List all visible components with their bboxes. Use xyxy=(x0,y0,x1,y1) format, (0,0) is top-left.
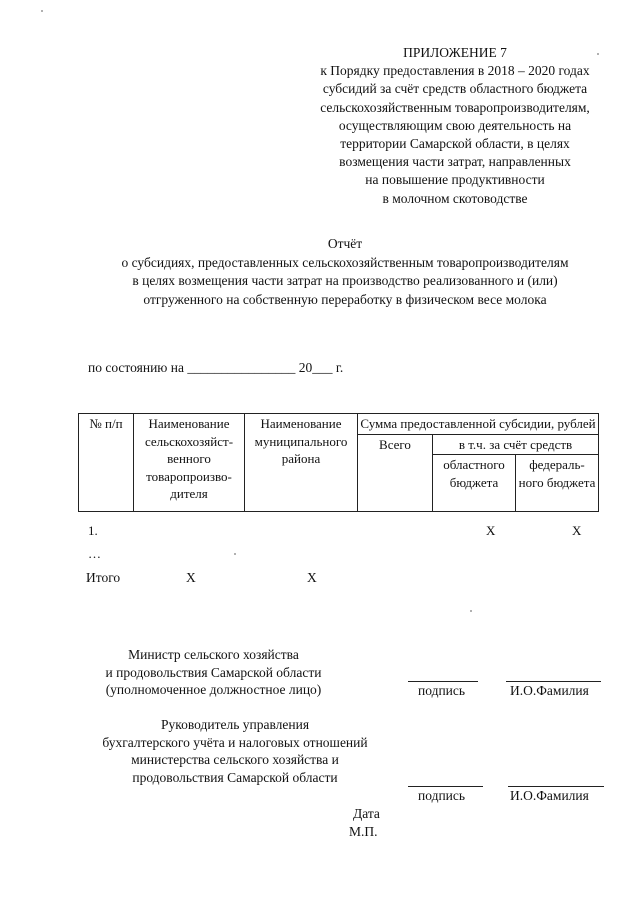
head-name-label: И.О.Фамилия xyxy=(510,788,589,803)
minister-signature-label: подпись xyxy=(418,683,466,698)
report-title-block xyxy=(60,235,630,309)
as-of-year: 20___ г. xyxy=(298,360,344,375)
as-of-date xyxy=(88,360,343,376)
head-signature-label: подпись xyxy=(418,788,466,803)
head-line: Руководитель управления xyxy=(160,717,310,732)
row1-regional: Х xyxy=(486,523,496,538)
scan-speck xyxy=(41,10,43,12)
minister-name-label: И.О.Фамилия xyxy=(510,683,589,698)
scan-speck xyxy=(470,610,472,612)
appendix-line: к Порядку предоставления в 2018 – 2020 годах xyxy=(320,63,590,79)
row1-num: 1. xyxy=(88,523,98,538)
row1-federal: Х xyxy=(572,523,582,538)
scan-speck xyxy=(234,553,236,555)
row-dots: … xyxy=(88,546,101,561)
date-label: Дата xyxy=(353,806,380,821)
appendix-title: ПРИЛОЖЕНИЕ 7 xyxy=(403,45,507,60)
minister-line: Министр сельского хозяйства xyxy=(128,647,299,662)
minister-name-line xyxy=(506,681,601,682)
header-producer: Наименование сельскохозяйст-венного товаропроизво-дителя xyxy=(134,414,245,512)
header-sum: Сумма предоставленной субсидии, рублей xyxy=(358,414,599,435)
header-incl: в т.ч. за счёт средств xyxy=(433,434,599,455)
appendix-line: территории Самарской области, в целях xyxy=(340,136,570,152)
minister-line: и продовольствия Самарской области xyxy=(105,664,322,680)
minister-block xyxy=(86,646,341,699)
appendix-line: на повышение продуктивности xyxy=(365,172,545,188)
minister-line: (уполномоченное должностное лицо) xyxy=(105,682,322,697)
appendix-line: в молочном скотоводстве xyxy=(382,190,528,206)
header-total: Всего xyxy=(358,434,433,512)
head-signature-line xyxy=(408,786,483,787)
head-line: бухгалтерского учёта и налоговых отношений xyxy=(102,734,368,750)
head-name-line xyxy=(508,786,604,787)
head-line: продовольствия Самарской области xyxy=(132,769,338,785)
report-subtitle-line: о субсидиях, предоставленных сельскохозяйственным товаропроизводителям xyxy=(121,254,569,270)
header-federal: федераль-ного бюджета xyxy=(516,455,599,512)
report-subtitle-line: отгруженного на собственную переработку в физическом весе молока xyxy=(143,291,547,307)
as-of-blank: ________________ xyxy=(187,360,296,375)
appendix-line: субсидий за счёт средств областного бюджета xyxy=(322,81,588,97)
total-municipality: Х xyxy=(307,570,317,585)
scan-speck xyxy=(597,53,599,55)
appendix-line: возмещения части затрат, направленных xyxy=(339,154,571,170)
report-subtitle-line: в целях возмещения части затрат на производство реализованного и (или) xyxy=(132,273,558,288)
head-block xyxy=(84,716,386,786)
report-table xyxy=(78,413,599,512)
total-producer: Х xyxy=(186,570,196,585)
header-num: № п/п xyxy=(79,414,134,512)
total-label: Итого xyxy=(86,570,121,585)
seal-label: М.П. xyxy=(349,824,378,839)
header-municipality: Наименование муниципального района xyxy=(245,414,358,512)
header-regional: областного бюджета xyxy=(433,455,516,512)
appendix-line: сельскохозяйственным товаропроизводителям, xyxy=(320,99,590,115)
report-title: Отчёт xyxy=(327,236,363,251)
head-line: министерства сельского хозяйства и xyxy=(131,752,339,767)
appendix-header xyxy=(250,44,640,208)
minister-signature-line xyxy=(408,681,478,682)
as-of-label: по состоянию на xyxy=(88,360,184,375)
appendix-line: осуществляющим свою деятельность на xyxy=(338,117,572,133)
